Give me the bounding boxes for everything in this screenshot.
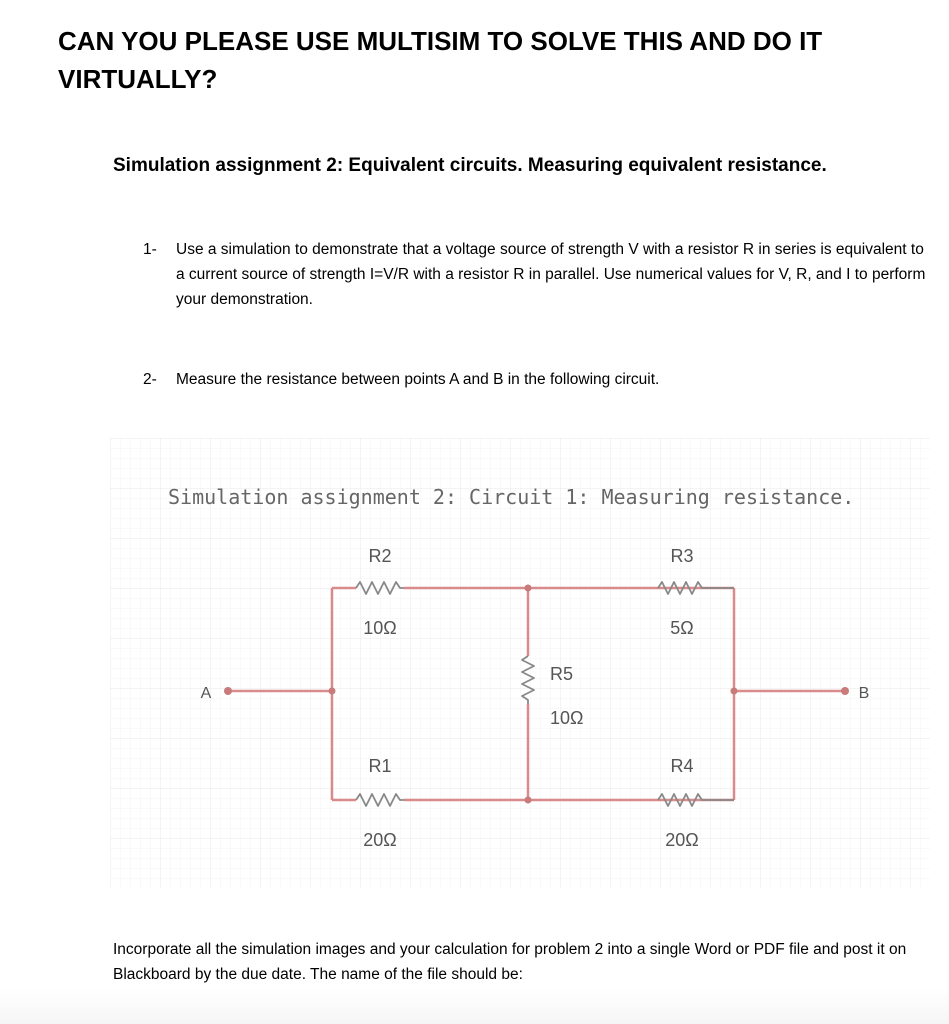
terminal-a-dot	[224, 687, 232, 695]
task-number: 1-	[143, 241, 157, 258]
page-bottom-shade	[0, 988, 949, 1024]
junction-right	[731, 688, 738, 695]
task-number: 2-	[143, 371, 157, 388]
r5-value: 10Ω	[550, 708, 584, 728]
circuit-title: Simulation assignment 2: Circuit 1: Measuring resistance.	[168, 485, 855, 509]
junction-left	[329, 688, 336, 695]
circuit-diagram	[110, 438, 930, 888]
r2-name: R2	[368, 546, 392, 566]
r1-name: R1	[368, 756, 392, 776]
page-heading: CAN YOU PLEASE USE MULTISIM TO SOLVE THIS AND DO IT VIRTUALLY?	[58, 26, 823, 94]
r3-value: 5Ω	[670, 618, 694, 638]
circuit-svg	[110, 438, 930, 888]
task-text: Measure the resistance between points A and B in the following circuit.	[176, 371, 660, 388]
task-text: Use a simulation to demonstrate that a voltage source of strength V with a resistor R in series is equivalent to a current source of strength I=V/R with a resistor R in parallel. Use numerical values for V, R, and I to perform your demonstration.	[176, 241, 926, 308]
submission-instructions: Incorporate all the simulation images and your calculation for problem 2 into a single Word or PDF file and post it on Blackboard by the due date. The name of the file should be:	[113, 941, 907, 983]
terminal-a-label: A	[200, 685, 212, 702]
terminal-b-label: B	[858, 685, 870, 702]
r5-name: R5	[550, 664, 574, 684]
junction-top	[525, 585, 532, 592]
r2-value: 10Ω	[363, 618, 397, 638]
task-item-1	[143, 237, 933, 312]
junction-bottom	[525, 797, 532, 804]
r4-value: 20Ω	[665, 830, 699, 850]
r3-name: R3	[670, 546, 694, 566]
task-item-2	[143, 367, 933, 392]
r1-value: 20Ω	[363, 830, 397, 850]
assignment-subtitle: Simulation assignment 2: Equivalent circuits. Measuring equivalent resistance.	[113, 155, 827, 176]
terminal-b-dot	[841, 687, 849, 695]
r4-name: R4	[670, 756, 694, 776]
